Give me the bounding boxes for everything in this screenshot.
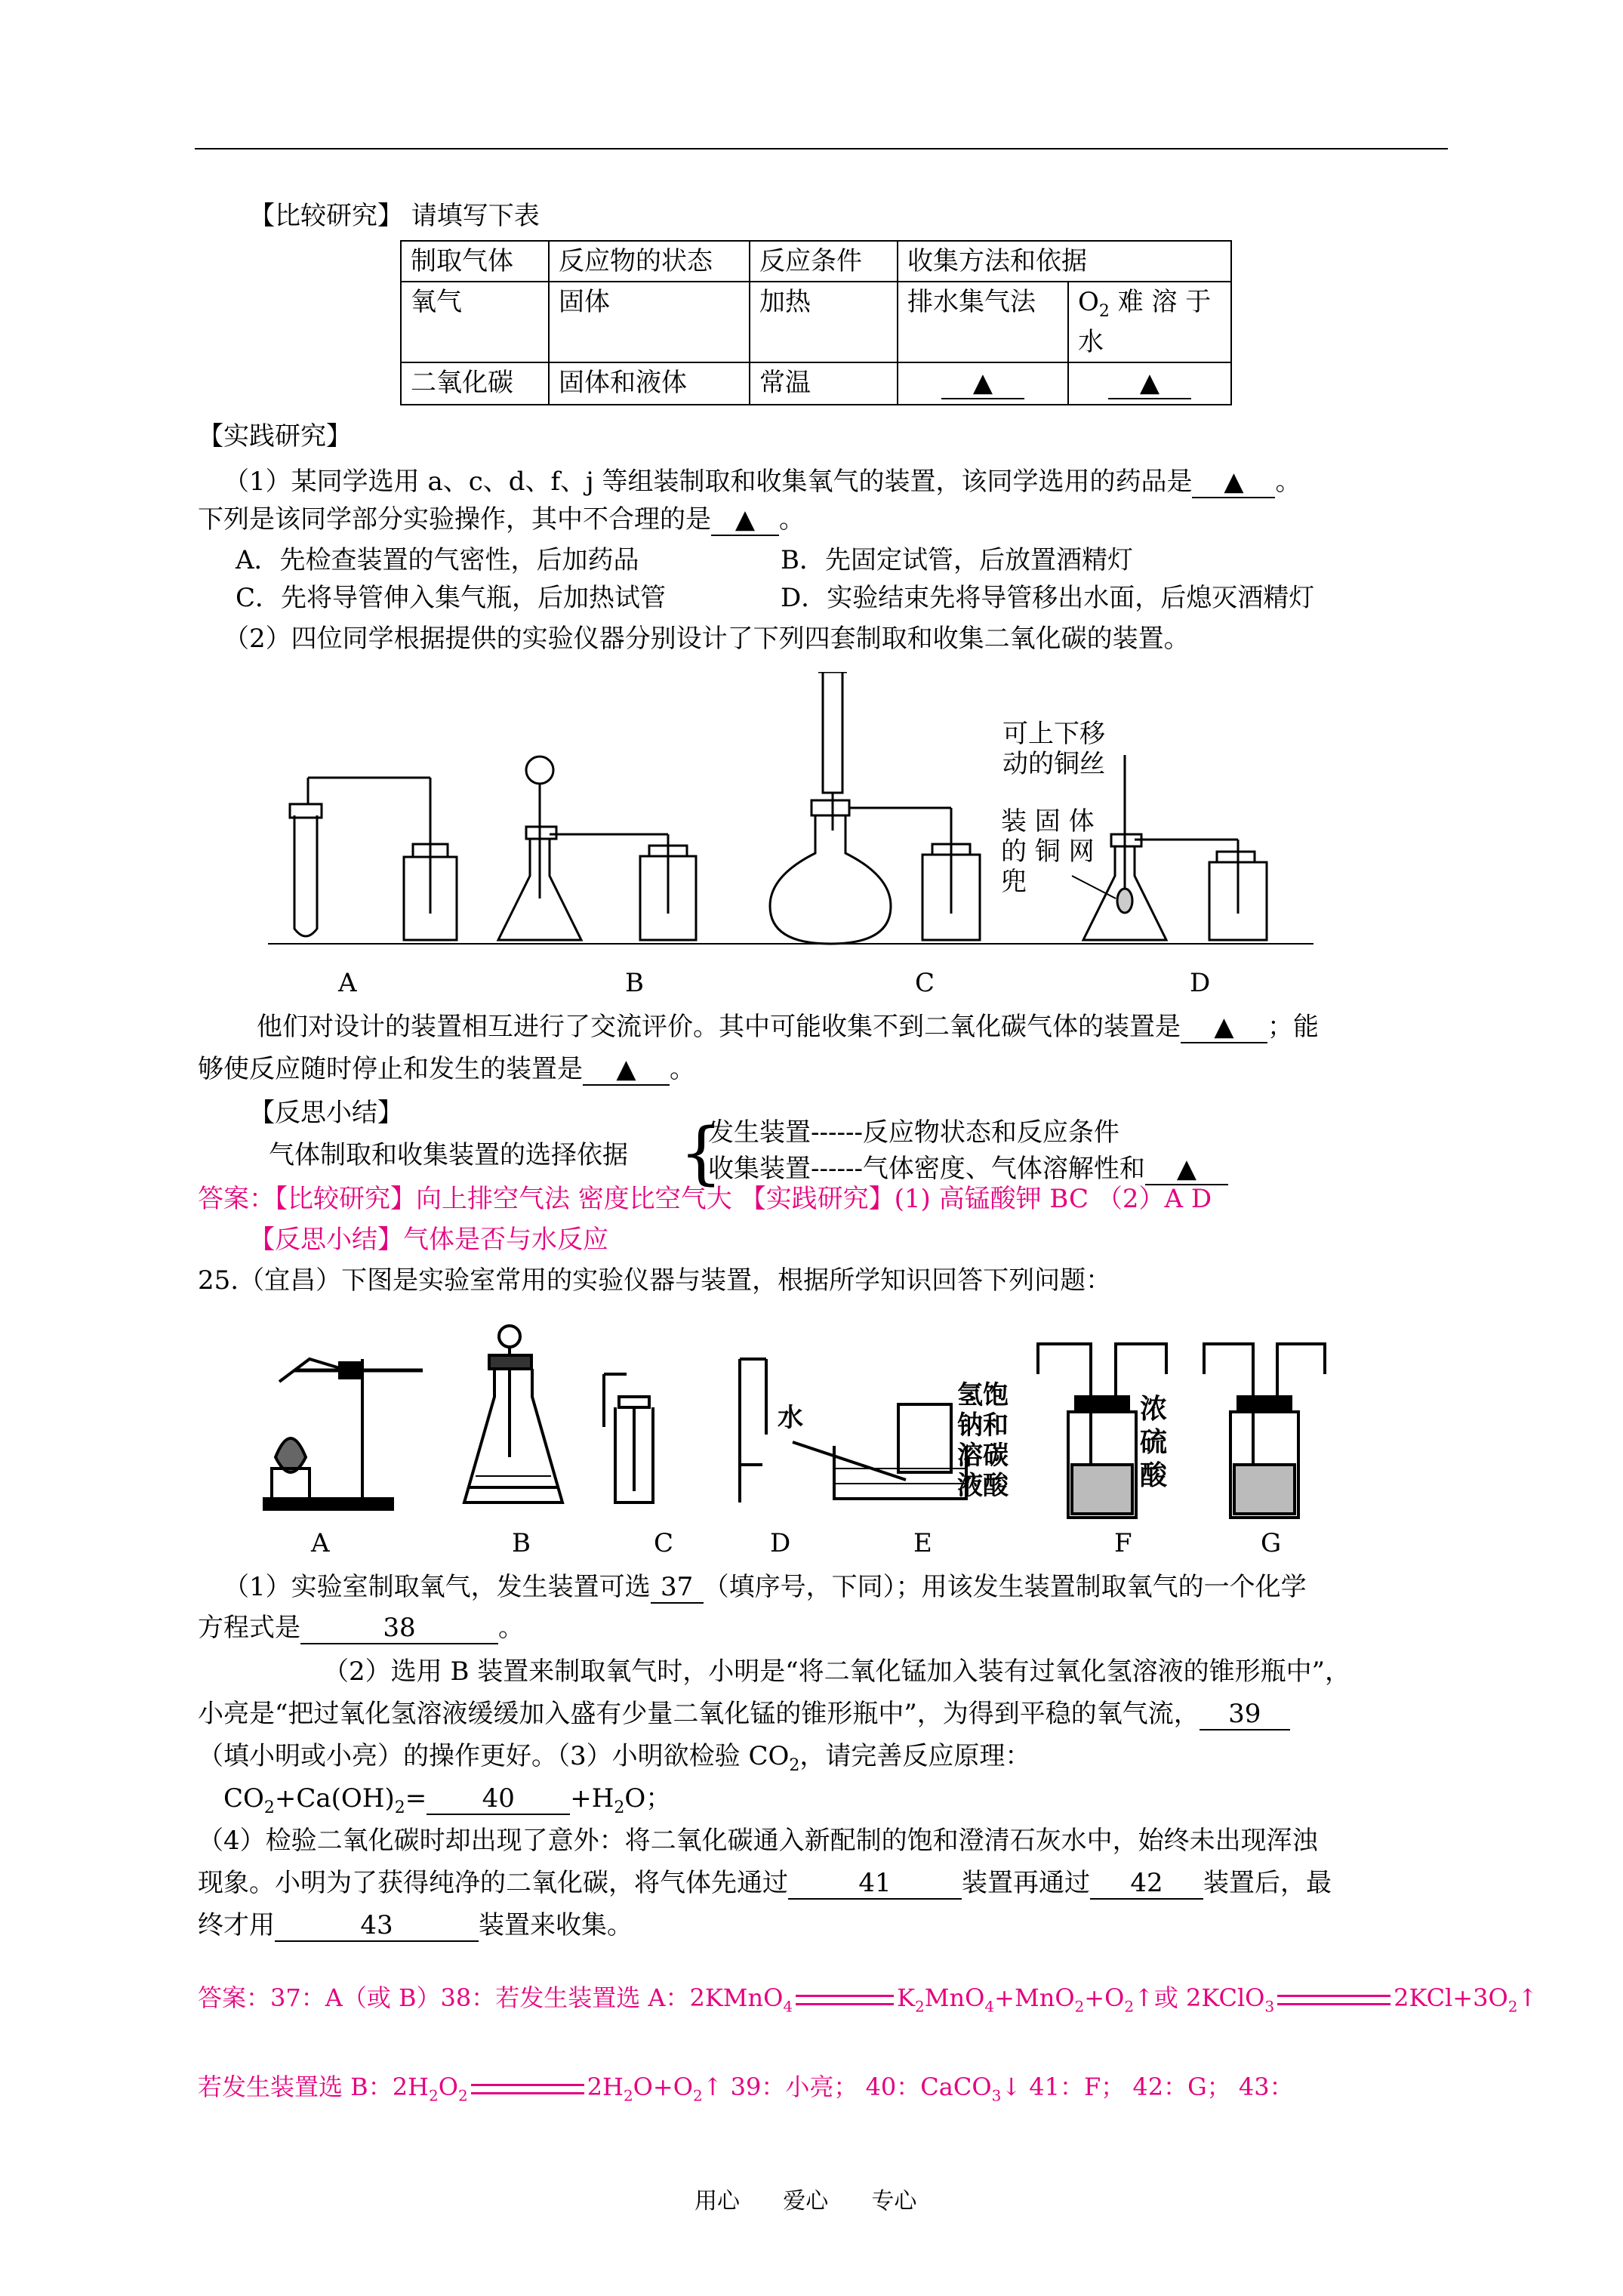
q25-label-g: G bbox=[1261, 1528, 1282, 1558]
q25-label-f: F bbox=[1114, 1528, 1132, 1558]
header-rule bbox=[195, 148, 1448, 149]
eval-blank-2[interactable]: ▲ bbox=[583, 1054, 670, 1086]
evaluation-line1: 他们对设计的装置相互进行了交流评价。其中可能收集不到二氧化碳气体的装置是 ▲ ；能 bbox=[257, 1012, 1319, 1042]
row1-condition: 加热 bbox=[750, 282, 898, 362]
row2-method-blank[interactable]: ▲ bbox=[941, 368, 1024, 399]
blank-41[interactable]: 41 bbox=[788, 1868, 962, 1900]
answer1-line2: 【反思小结】气体是否与水反应 bbox=[249, 1225, 608, 1255]
q25-p1-line1: （1）实验室制取氧气，发生装置可选 37 （填序号，下同）；用该发生装置制取氧气的一个化学 bbox=[223, 1572, 1307, 1602]
q25-p2-line1: （2）选用 B 装置来制取氧气时，小明是“将二氧化锰加入装有过氧化氢溶液的锥形瓶中”， bbox=[323, 1657, 1350, 1687]
reflect-basis: 气体制取和收集装置的选择依据 bbox=[269, 1140, 628, 1170]
q1-blank-2[interactable]: ▲ bbox=[711, 504, 779, 536]
apparatus-c-drawing bbox=[770, 672, 980, 944]
blank-37[interactable]: 37 bbox=[651, 1572, 704, 1604]
movable-wire-label: 可上下移 动的铜丝 bbox=[1002, 719, 1105, 779]
blank-42[interactable]: 42 bbox=[1090, 1868, 1203, 1900]
g-reagent-label: 浓 硫 酸 bbox=[1140, 1393, 1168, 1491]
q25-label-c: C bbox=[654, 1528, 674, 1558]
water-label: 水 bbox=[778, 1403, 803, 1433]
row1-method: 排水集气法 bbox=[898, 282, 1068, 362]
page-footer: 用心 爱心 专心 bbox=[694, 2188, 917, 2214]
practice-title: 【实践研究】 bbox=[198, 421, 352, 451]
q25-p2-line2: 小亮是“把过氧化氢溶液缓缓加入盛有少量二氧化锰的锥形瓶中”，为得到平稳的氧气流， 39 bbox=[198, 1699, 1290, 1730]
answer1-line1: 答案：【比较研究】向上排空气法 密度比空气大 【实践研究】(1) 高锰酸钾 BC （2）A D bbox=[198, 1184, 1212, 1214]
apparatus-label-c: C bbox=[915, 968, 935, 998]
q25-apparatus-g-drawing bbox=[1204, 1344, 1325, 1518]
f-reagent-label: 氢饱 钠和 溶碳 液酸 bbox=[957, 1380, 1009, 1501]
blank-38[interactable]: 38 bbox=[300, 1613, 498, 1644]
q25-label-b: B bbox=[512, 1528, 531, 1558]
q25-p3-equation: $CO_2+Ca(OH)_2= 40 +H_2O$； bbox=[223, 1783, 672, 1817]
q25-apparatus-e-drawing bbox=[793, 1404, 966, 1499]
header-method: 收集方法和依据 bbox=[898, 241, 1231, 282]
co2-apparatus-diagram bbox=[257, 672, 1389, 1004]
compare-table bbox=[400, 240, 1232, 405]
apparatus-b-drawing bbox=[498, 757, 696, 940]
equals-double-line bbox=[796, 1995, 894, 2005]
option-c: C．先将导管伸入集气瓶，后加热试管 bbox=[236, 583, 667, 613]
option-b: B．先固定试管，后放置酒精灯 bbox=[781, 545, 1133, 575]
practice-q1-line1: （1）某同学选用 a、c、d、f、j 等组装制取和收集氧气的装置，该同学选用的药品是 ▲ 。 bbox=[223, 467, 1301, 497]
header-gas: 制取气体 bbox=[401, 241, 549, 282]
q25-p2-line3: （填小明或小亮）的操作更好。（3）小明欲检验 $CO_2$，请完善反应原理： bbox=[198, 1741, 1031, 1775]
row2-reason-blank[interactable]: ▲ bbox=[1108, 368, 1191, 399]
equals-double-line bbox=[471, 2084, 584, 2094]
blank-43[interactable]: 43 bbox=[275, 1910, 479, 1942]
answer2-line2: 若发生装置选 B：$2H_2O_2$ $2H_2O+O_2↑$ 39：小亮； 40：CaCO$_3$↓ 41：F； 42：G； 43： bbox=[198, 2073, 1294, 2105]
equals-double-line bbox=[1277, 1995, 1390, 2005]
compare-title: 【比较研究】 请填写下表 bbox=[249, 201, 540, 231]
blank-40[interactable]: 40 bbox=[427, 1783, 570, 1815]
row2-state: 固体和液体 bbox=[549, 362, 750, 405]
copper-net-label: 装 固 体 的 铜 网 兜 bbox=[1001, 806, 1095, 897]
practice-q2: （2）四位同学根据提供的实验仪器分别设计了下列四套制取和收集二氧化碳的装置。 bbox=[223, 624, 1190, 654]
q25-label-d: D bbox=[770, 1528, 791, 1558]
q25-apparatus-a-drawing bbox=[264, 1359, 423, 1509]
answer2-line1: 答案：37：A（或 B）38：若发生装置选 A：2KMnO$_4$ $K_2MnO_4+MnO_2+O_2↑$或 2KClO$_3$ $2KCl+3O_2↑$ bbox=[198, 1983, 1538, 2016]
reflect-collector: 收集装置------气体密度、气体溶解性和 ▲ bbox=[708, 1154, 1228, 1185]
q25-apparatus-d-drawing bbox=[740, 1359, 766, 1502]
q25-label-a: A bbox=[311, 1528, 330, 1558]
practice-q1-line2: 下列是该同学部分实验操作，其中不合理的是 ▲ 。 bbox=[198, 504, 805, 535]
reflect-title: 【反思小结】 bbox=[249, 1098, 403, 1128]
brace-icon: { bbox=[679, 1114, 723, 1193]
option-a: A．先检查装置的气密性，后加药品 bbox=[236, 545, 639, 575]
blank-39[interactable]: 39 bbox=[1200, 1699, 1290, 1730]
option-d: D．实验结束先将导管移出水面，后熄灭酒精灯 bbox=[781, 583, 1315, 613]
reflect-generator: 发生装置------反应物状态和反应条件 bbox=[708, 1117, 1119, 1148]
q25-apparatus-b-drawing bbox=[464, 1326, 562, 1502]
row2-condition: 常温 bbox=[750, 362, 898, 405]
q25-p4-line1: （4）检验二氧化碳时却出现了意外：将二氧化碳通入新配制的饱和澄清石灰水中，始终未出现浑浊 bbox=[198, 1826, 1318, 1856]
q25-p1-line2: 方程式是 38 。 bbox=[198, 1613, 524, 1643]
row2-gas: 二氧化碳 bbox=[401, 362, 549, 405]
header-condition: 反应条件 bbox=[750, 241, 898, 282]
q25-p4-line3: 终才用 43 装置来收集。 bbox=[198, 1910, 633, 1940]
q25-label-e: E bbox=[913, 1528, 932, 1558]
header-state: 反应物的状态 bbox=[549, 241, 750, 282]
q1-blank-1[interactable]: ▲ bbox=[1192, 467, 1275, 498]
apparatus-label-a: A bbox=[338, 968, 357, 998]
reflect-blank[interactable]: ▲ bbox=[1145, 1154, 1228, 1185]
q25-intro: 25.（宜昌）下图是实验室常用的实验仪器与装置，根据所学知识回答下列问题： bbox=[198, 1265, 1112, 1296]
row1-gas: 氧气 bbox=[401, 282, 549, 362]
q25-apparatus-c-drawing bbox=[604, 1374, 653, 1502]
row1-state: 固体 bbox=[549, 282, 750, 362]
apparatus-label-b: B bbox=[625, 968, 644, 998]
row1-reason: $O_2$ 难 溶 于 水 bbox=[1068, 282, 1231, 362]
apparatus-d-drawing bbox=[1072, 755, 1267, 940]
apparatus-label-d: D bbox=[1190, 968, 1211, 998]
eval-blank-1[interactable]: ▲ bbox=[1181, 1012, 1267, 1043]
q25-p4-line2: 现象。小明为了获得纯净的二氧化碳，将气体先通过 41 装置再通过 42 装置后，最 bbox=[198, 1868, 1332, 1898]
evaluation-line2: 够使反应随时停止和发生的装置是 ▲ 。 bbox=[198, 1054, 695, 1084]
